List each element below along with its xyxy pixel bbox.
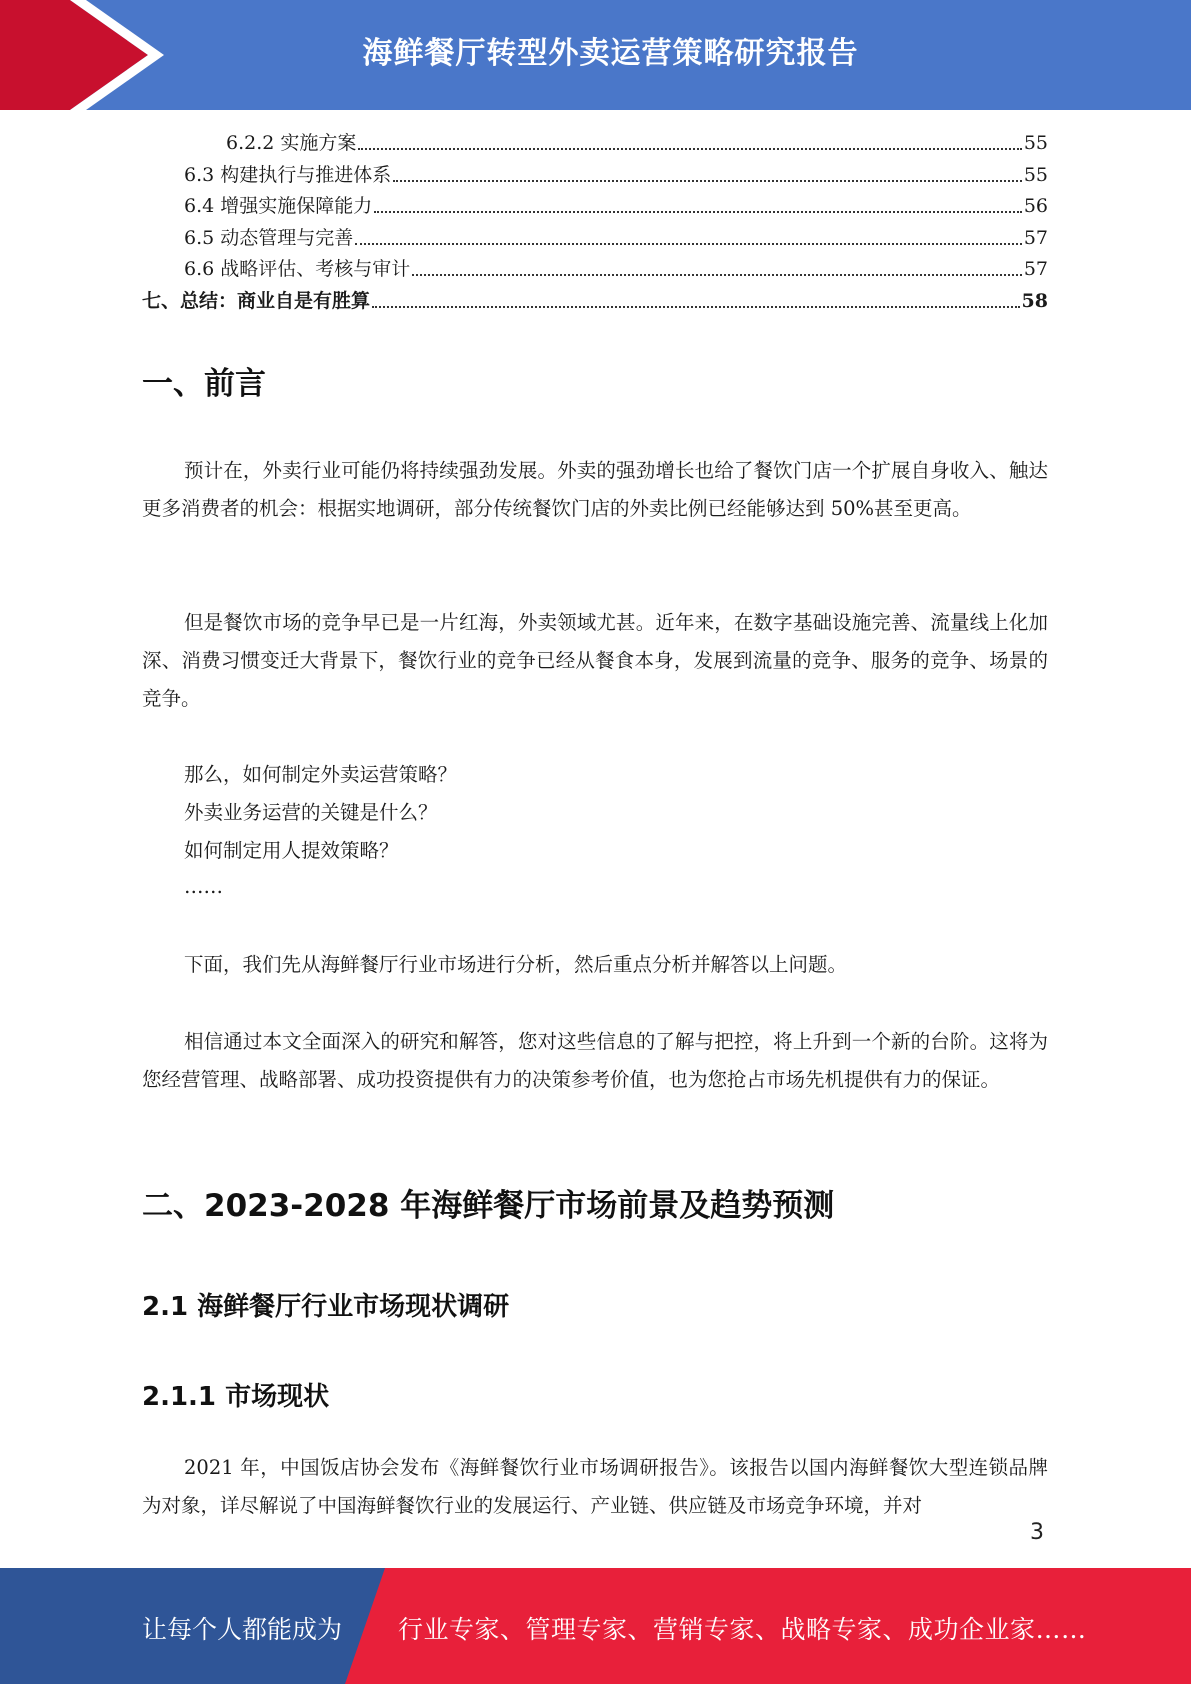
toc-entry[interactable] xyxy=(142,223,1048,255)
paragraph: 2021 年，中国饭店协会发布《海鲜餐饮行业市场调研报告》。该报告以国内海鲜餐饮大型连锁品牌为对象，详尽解说了中国海鲜餐饮行业的发展运行、产业链、供应链及市场竞争环境，并对 xyxy=(142,1456,1048,1517)
toc-entry[interactable] xyxy=(142,128,1048,160)
page-header xyxy=(0,0,1191,110)
footer-slogan-right: 行业专家、管理专家、营销专家、战略专家、成功企业家…… xyxy=(398,1615,1087,1644)
toc-dot-leader xyxy=(393,179,1022,182)
page-number: 3 xyxy=(1030,1520,1044,1545)
toc-dot-leader xyxy=(355,242,1022,245)
question-line: 如何制定用人提效策略？ xyxy=(184,839,399,862)
toc-entry-label: 七、总结：商业自是有胜算 xyxy=(142,289,371,312)
toc-entry[interactable] xyxy=(142,286,1048,318)
subsection-heading: 2.1.1 市场现状 xyxy=(142,1382,330,1412)
toc-entry[interactable] xyxy=(142,254,1048,286)
toc-dot-leader xyxy=(372,305,1020,308)
page-footer xyxy=(0,1568,1191,1684)
footer-slogan-left: 让每个人都能成为 xyxy=(142,1615,343,1644)
toc-entry-label: 6.2.2 实施方案 xyxy=(226,132,357,154)
toc-entry-page: 57 xyxy=(1023,258,1048,280)
paragraph: 但是餐饮市场的竞争早已是一片红海，外卖领域尤甚。近年来，在数字基础设施完善、流量线上化加深、消费习惯变迁大背景下，餐饮行业的竞争已经从餐食本身，发展到流量的竞争、服务的竞争、场景的竞争。 xyxy=(142,611,1048,710)
question-line: 那么，如何制定外卖运营策略？ xyxy=(184,763,458,786)
section-heading: 2.1 海鲜餐厅行业市场现状调研 xyxy=(142,1292,510,1322)
paragraph: 相信通过本文全面深入的研究和解答，您对这些信息的了解与把控，将上升到一个新的台阶。这将为您经营管理、战略部署、成功投资提供有力的决策参考价值，也为您抢占市场先机提供有力的保证。 xyxy=(142,1030,1048,1091)
toc-entry-label: 6.6 战略评估、考核与审计 xyxy=(184,258,411,280)
toc-entry-label: 6.4 增强实施保障能力 xyxy=(184,195,373,217)
toc-entry-page: 57 xyxy=(1023,226,1048,249)
question-line: 外卖业务运营的关键是什么？ xyxy=(184,801,438,824)
toc-entry-page: 58 xyxy=(1021,289,1048,312)
table-of-contents xyxy=(142,128,1048,317)
report-title: 海鲜餐厅转型外卖运营策略研究报告 xyxy=(362,36,859,71)
toc-entry[interactable] xyxy=(142,191,1048,223)
paragraph: 预计在，外卖行业可能仍将持续强劲发展。外卖的强劲增长也给了餐饮门店一个扩展自身收入、触达更多消费者的机会：根据实地调研，部分传统餐饮门店的外卖比例已经能够达到 50%甚至更高。 xyxy=(142,459,1048,520)
toc-entry-label: 6.5 动态管理与完善 xyxy=(184,226,354,249)
toc-dot-leader xyxy=(412,273,1022,276)
chapter-heading: 二、2023-2028 年海鲜餐厅市场前景及趋势预测 xyxy=(142,1188,835,1224)
toc-entry-page: 55 xyxy=(1023,163,1048,186)
toc-entry-page: 56 xyxy=(1023,195,1048,217)
toc-entry[interactable] xyxy=(142,160,1048,192)
paragraph: 下面，我们先从海鲜餐厅行业市场进行分析，然后重点分析并解答以上问题。 xyxy=(184,953,848,976)
toc-entry-label: 6.3 构建执行与推进体系 xyxy=(184,163,392,186)
ellipsis-line: …… xyxy=(184,875,223,898)
toc-entry-page: 55 xyxy=(1023,132,1048,154)
section-heading-preface: 一、前言 xyxy=(142,366,266,402)
toc-dot-leader xyxy=(358,147,1021,150)
toc-dot-leader xyxy=(374,210,1022,213)
